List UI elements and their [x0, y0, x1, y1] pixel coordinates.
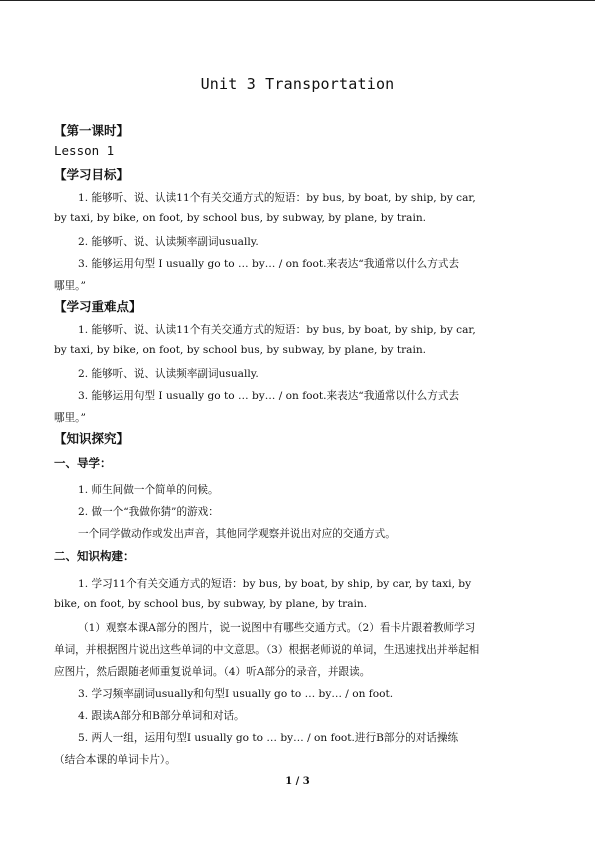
goal-item-3-line-2: 哪里。” [54, 280, 86, 292]
knowledge-explore-heading: 【知识探究】 [54, 431, 130, 446]
page-number: 1 / 3 [285, 776, 310, 787]
document-title: Unit 3 Transportation [200, 75, 395, 93]
build-item-4: 4. 跟读A部分和B部分单词和对话。 [78, 710, 245, 722]
build-item-2-line-2: 单词，并根据图片说出这些单词的中文意思。（3）根据老师说的单词，生迅速找出并举起相 [54, 644, 480, 656]
goal-item-1-line-1: 1. 能够听、说、认读11个有关交通方式的短语：by bus, by boat, by ship, by car, [78, 192, 476, 204]
page-top-border [0, 0, 595, 1]
goal-item-3-line-1: 3. 能够运用句型 I usually go to … by… / on foot.来表达“我通常以什么方式去 [78, 258, 460, 270]
keypoint-item-3-line-2: 哪里。” [54, 412, 86, 424]
build-item-3: 3. 学习频率副词usually和句型I usually go to … by… / on foot. [78, 688, 394, 700]
goal-item-2: 2. 能够听、说、认读频率副词usually. [78, 236, 259, 248]
guide-item-2: 2. 做一个“我做你猜”的游戏： [78, 506, 219, 518]
build-item-2-line-1: （1）观察本课A部分的图片，说一说图中有哪些交通方式。（2）看卡片跟着教师学习 [78, 622, 476, 634]
keypoint-item-3-line-1: 3. 能够运用句型 I usually go to … by… / on foot.来表达“我通常以什么方式去 [78, 390, 460, 402]
guide-item-2-detail: 一个同学做动作或发出声音，其他同学观察并说出对应的交通方式。 [78, 528, 396, 540]
part-knowledge-build-heading: 二、知识构建： [54, 549, 135, 563]
build-item-5-line-1: 5. 两人一组，运用句型I usually go to … by… / on foot.进行B部分的对话操练 [78, 732, 459, 744]
guide-item-1: 1. 师生间做一个简单的问候。 [78, 484, 219, 496]
build-item-2-line-3: 应图片，然后跟随老师重复说单词。（4）听A部分的录音，并跟读。 [54, 666, 371, 678]
keypoint-item-1-line-2: by taxi, by bike, on foot, by school bus, by subway, by plane, by train. [54, 344, 427, 356]
goal-item-1-line-2: by taxi, by bike, on foot, by school bus, by subway, by plane, by train. [54, 212, 427, 224]
build-item-1-line-1: 1. 学习11个有关交通方式的短语：by bus, by boat, by ship, by car, by taxi, by [78, 578, 472, 590]
build-item-5-line-2: （结合本课的单词卡片）。 [54, 754, 176, 766]
section-first-lesson-heading: 【第一课时】 [54, 123, 130, 138]
key-points-heading: 【学习重难点】 [54, 299, 142, 314]
learning-goals-heading: 【学习目标】 [54, 167, 130, 182]
keypoint-item-1-line-1: 1. 能够听、说、认读11个有关交通方式的短语：by bus, by boat, by ship, by car, [78, 324, 476, 336]
keypoint-item-2: 2. 能够听、说、认读频率副词usually. [78, 368, 259, 380]
part-guide-heading: 一、导学： [54, 456, 112, 470]
lesson-label: Lesson 1 [54, 143, 115, 158]
build-item-1-line-2: bike, on foot, by school bus, by subway, by plane, by train. [54, 598, 368, 610]
